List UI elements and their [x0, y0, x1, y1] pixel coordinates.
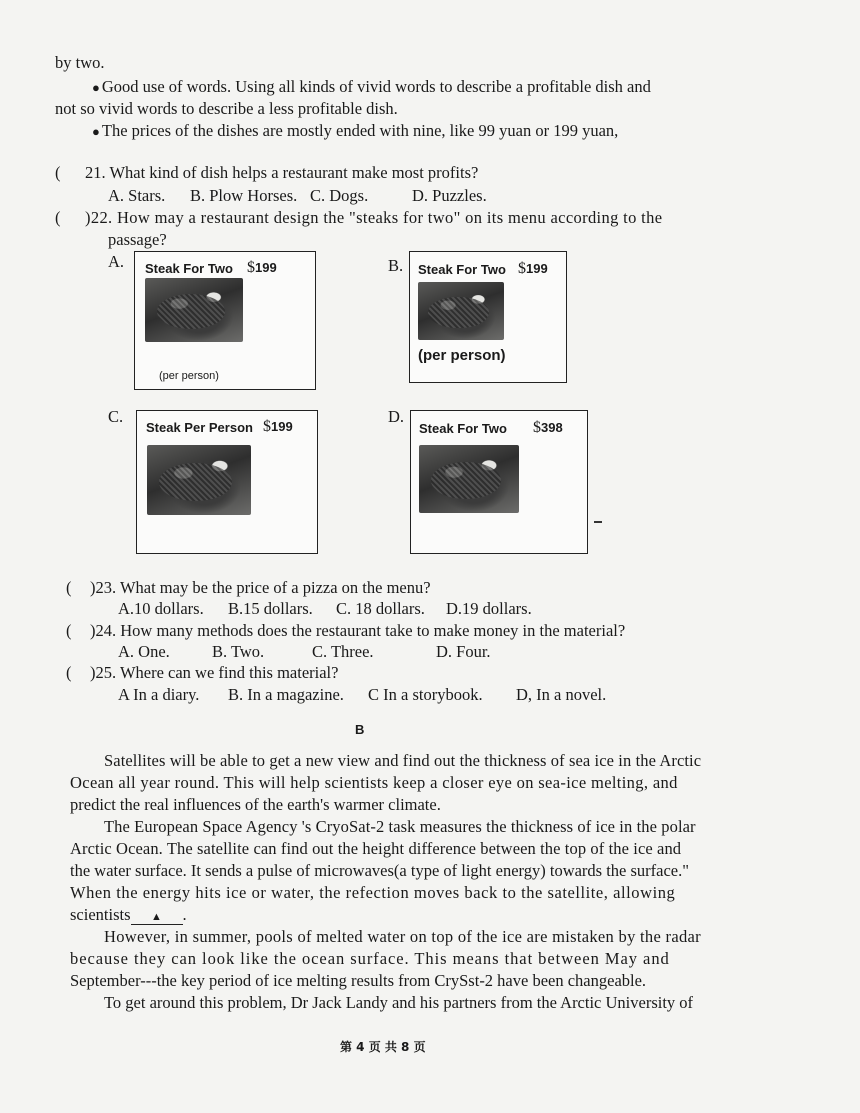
bullet-line	[92, 120, 618, 143]
question-25-stem: )25. Where can we find this material?	[90, 663, 339, 682]
margin-mark	[594, 521, 602, 523]
bullet-line	[92, 76, 651, 99]
question-24-stem: )24. How many methods does the restaurant take to make money in the material?	[90, 621, 626, 640]
q25-option-b: B. In a magazine.	[228, 685, 344, 704]
answer-paren: (	[66, 663, 72, 682]
paragraph-line: Arctic Ocean. The satellite can find out the height difference between the top of the ice and	[70, 839, 682, 858]
paragraph-line: predict the real influences of the earth's warmer climate.	[70, 795, 441, 814]
bullet-icon	[92, 77, 102, 96]
section-heading: B	[355, 722, 365, 737]
question-22-stem-cont: passage?	[108, 230, 167, 249]
answer-paren: (	[55, 163, 61, 182]
paragraph-line: However, in summer, pools of melted water on top of the ice are mistaken by the radar	[104, 927, 701, 946]
q23-option-b: B.15 dollars.	[228, 599, 313, 618]
menu-b-note: (per person)	[418, 347, 506, 364]
q24-option-b: B. Two.	[212, 642, 265, 661]
steak-image	[419, 445, 519, 513]
menu-a-price: $199	[247, 259, 277, 276]
menu-card-b	[409, 251, 567, 383]
paragraph-line: the water surface. It sends a pulse of microwaves(a type of light energy) towards the surface."	[70, 861, 689, 880]
menu-d-title: Steak For Two	[419, 421, 507, 436]
q23-option-a: A.10 dollars.	[118, 599, 204, 618]
menu-c-title: Steak Per Person	[146, 420, 253, 435]
menu-c-price: $199	[263, 418, 293, 435]
menu-d-price: $398	[533, 419, 563, 436]
menu-a-letter: A.	[108, 252, 125, 271]
steak-image	[145, 278, 243, 342]
q21-option-d: D. Puzzles.	[412, 186, 487, 205]
menu-b-letter: B.	[388, 256, 404, 275]
menu-card-d	[410, 410, 588, 554]
paragraph-line: because they can look like the ocean surface. This means that between May and	[70, 949, 670, 968]
q23-option-d: D.19 dollars.	[446, 599, 532, 618]
q25-option-d: D, In a novel.	[516, 685, 607, 704]
q21-option-b: B. Plow Horses.	[190, 186, 298, 205]
bullet-text: The prices of the dishes are mostly ended with nine, like 99 yuan or 199 yuan,	[101, 121, 619, 140]
q25-option-c: C In a storybook.	[368, 685, 483, 704]
question-21-stem: 21. What kind of dish helps a restaurant make most profits?	[85, 163, 479, 182]
paragraph-line: When the energy hits ice or water, the refection moves back to the satellite, allowing	[70, 883, 676, 902]
page-number: 第 4 页 共 8 页	[340, 1040, 426, 1054]
menu-card-c	[136, 410, 318, 554]
q23-option-c: C. 18 dollars.	[336, 599, 425, 618]
menu-a-title: Steak For Two	[145, 261, 233, 276]
q21-option-a: A. Stars.	[108, 186, 166, 205]
answer-paren: (	[66, 621, 72, 640]
q25-option-a: A In a diary.	[118, 685, 200, 704]
bullet-icon	[92, 121, 102, 140]
steak-image	[147, 445, 251, 515]
q24-option-c: C. Three.	[312, 642, 374, 661]
menu-c-letter: C.	[108, 407, 124, 426]
bullet-text: Good use of words. Using all kinds of vivid words to describe a profitable dish and	[101, 77, 651, 96]
paragraph-line: scientists ▲ .	[70, 905, 187, 924]
passage-line: not so vivid words to describe a less profitable dish.	[55, 99, 398, 118]
paragraph-line: To get around this problem, Dr Jack Landy and his partners from the Arctic University of	[104, 993, 694, 1012]
paragraph-line: Ocean all year round. This will help scientists keep a closer eye on sea-ice melting, and	[70, 773, 678, 792]
q24-option-d: D. Four.	[436, 642, 491, 661]
menu-card-a	[134, 251, 316, 390]
q21-option-c: C. Dogs.	[310, 186, 369, 205]
menu-b-title: Steak For Two	[418, 262, 506, 277]
question-22-stem: )22. How may a restaurant design the "steaks for two" on its menu according to the	[85, 208, 663, 227]
answer-paren: (	[55, 208, 61, 227]
passage-line: by two.	[55, 53, 105, 72]
steak-image	[418, 282, 504, 340]
answer-paren: (	[66, 578, 72, 597]
fill-in-blank: ▲	[131, 910, 183, 925]
question-23-stem: )23. What may be the price of a pizza on the menu?	[90, 578, 431, 597]
paragraph-line: September---the key period of ice melting results from CrySst-2 have been changeable.	[70, 971, 647, 990]
menu-b-price: $199	[518, 260, 548, 277]
menu-d-letter: D.	[388, 407, 405, 426]
q24-option-a: A. One.	[118, 642, 170, 661]
menu-a-note: (per person)	[159, 370, 219, 382]
paragraph-line: The European Space Agency 's CryoSat-2 task measures the thickness of ice in the polar	[104, 817, 696, 836]
paragraph-line: Satellites will be able to get a new view and find out the thickness of sea ice in the Arctic	[104, 751, 702, 770]
